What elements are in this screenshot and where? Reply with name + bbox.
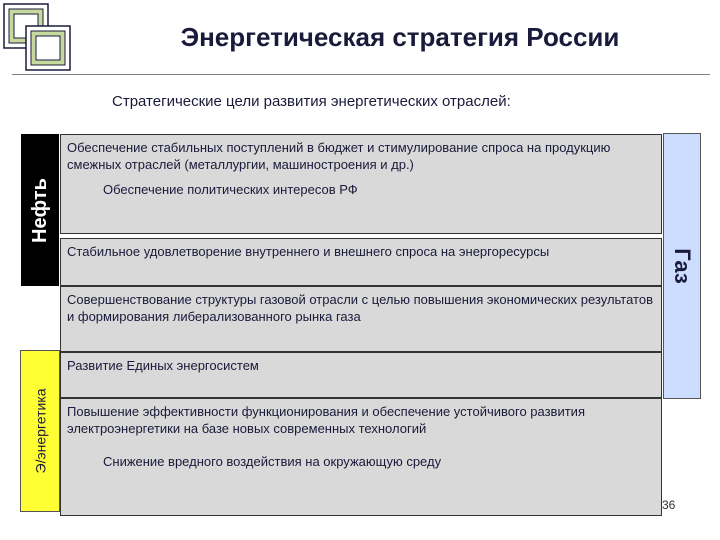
gas-block-1 [60,238,662,286]
oil-label-text: Нефть [28,177,51,243]
gas-goal-1: Стабильное удовлетворение внутреннего и внешнего спроса на энергоресурсы [67,244,550,259]
electricity-label [20,350,60,512]
slide-logo-icon [0,0,80,80]
oil-block [60,134,662,234]
electricity-block-2 [60,398,662,516]
electricity-goal-3: Снижение вредного воздействия на окружающую среду [103,454,442,469]
page-number: 36 [662,498,676,512]
gas-label [663,133,701,399]
slide-title: Энергетическая стратегия России [180,22,620,52]
slide-subtitle: Стратегические цели развития энергетических отраслей: [112,93,511,110]
oil-goal-2: Обеспечение политических интересов РФ [103,182,358,197]
electricity-goal-1: Развитие Единых энергосистем [67,358,259,373]
oil-label [21,134,59,286]
electricity-goal-2: Повышение эффективности функционирования и обеспечение устойчивого развития электроэнергетики на базе новых современных технологий [67,404,585,436]
oil-goal-1: Обеспечение стабильных поступлений в бюджет и стимулирование спроса на продукцию смежных отраслей (металлургии, машиностроения и др.) [67,140,611,172]
gas-goal-2: Совершенствование структуры газовой отрасли с целью повышения экономических результатов и формирования либерализованного рынка газа [67,292,653,324]
gas-label-text: Газ [670,248,695,284]
gas-block-2 [60,286,662,352]
title-divider [12,74,710,75]
electricity-label-text: Э/энергетика [32,388,49,474]
electricity-block-1 [60,352,662,398]
